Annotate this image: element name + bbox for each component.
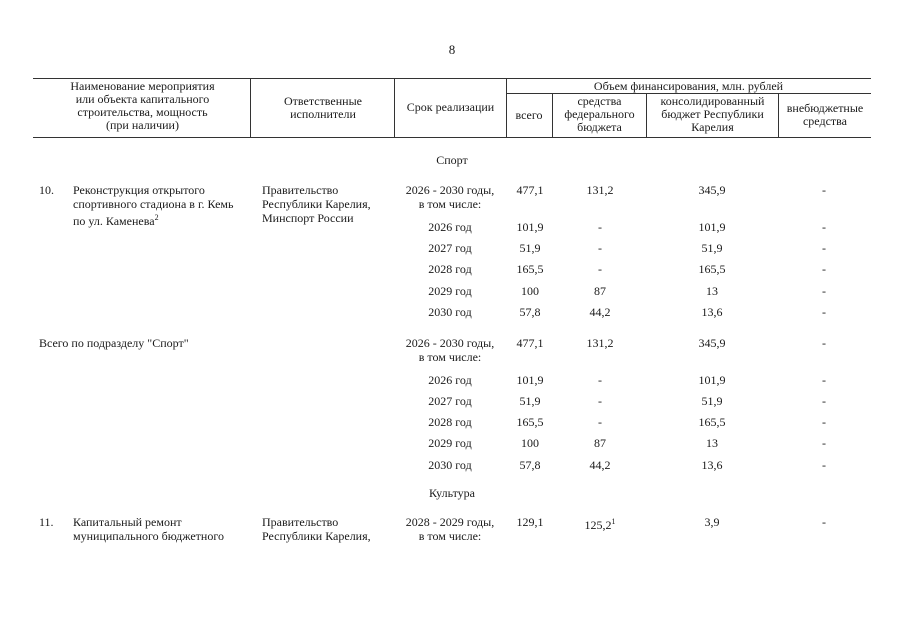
extra-cell: - [822,305,826,319]
period-line: 2029 год [428,436,472,450]
extra-cell: - [822,458,826,472]
total-cell: 165,5 [516,415,544,429]
total-cell: 100 [521,436,539,450]
consolidated-cell: 101,9 [698,373,726,387]
header-divider [250,78,251,137]
federal-cell: 87 [594,284,606,298]
consolidated-cell: 3,9 [704,515,720,529]
extra-cell: - [822,336,826,350]
page-number: 8 [448,42,456,57]
consolidated-cell: 345,9 [698,183,726,197]
consolidated-cell: 165,5 [698,415,726,429]
period-cell [406,336,494,364]
federal-cell: - [598,241,602,255]
header-col-federal [553,95,646,134]
header-col-consolidated [647,95,778,134]
period-line: 2027 год [428,394,472,408]
federal-cell: - [598,262,602,276]
item-name-line: Реконструкция открытого [73,183,205,197]
total-cell: 57,8 [519,305,541,319]
federal-cell: - [598,220,602,234]
item-executors [262,515,371,543]
header-line: строительства, мощность [77,105,208,119]
total-cell: 165,5 [516,262,544,276]
total-cell: 477,1 [516,183,544,197]
consolidated-cell: 345,9 [698,336,726,350]
item-executors [262,183,371,225]
header-line: Ответственные [284,94,362,108]
period-cell [428,436,471,450]
header-line: федерального [564,107,635,121]
header-line: средства [802,114,847,128]
period-line: 2028 год [428,415,472,429]
item-name [73,515,224,543]
executor-line: Правительство [262,515,339,529]
header-col-name [40,80,245,132]
period-line: в том числе: [418,197,482,211]
period-line: 2026 год [428,220,472,234]
extra-cell: - [822,436,826,450]
period-line: в том числе: [418,529,482,543]
federal-cell: 44,2 [589,458,611,472]
consolidated-cell: 13,6 [701,458,723,472]
total-cell: 129,1 [516,515,544,529]
federal-cell: - [598,415,602,429]
total-cell: 51,9 [519,241,541,255]
federal-cell: 44,2 [589,305,611,319]
executor-line: Правительство [262,183,339,197]
period-cell [428,284,471,298]
period-cell [428,220,471,234]
header-line: средства [577,94,622,108]
federal-cell: 87 [594,436,606,450]
extra-cell: - [822,220,826,234]
section-title-sport: Спорт [436,153,468,167]
period-line: 2030 год [428,305,472,319]
total-cell: 100 [521,284,539,298]
executor-line: Республики Карелия, [262,529,371,543]
period-line: 2026 год [428,373,472,387]
period-cell [406,183,494,211]
period-cell [428,373,471,387]
extra-cell: - [822,262,826,276]
header-col-exec [252,95,394,121]
federal-cell: 131,2 [586,183,614,197]
header-financing-title: Объем финансирования, млн. рублей [593,79,784,93]
extra-cell: - [822,183,826,197]
period-line: 2028 год [428,262,472,276]
item-number: 11. [39,515,54,529]
item-name-line: спортивного стадиона в г. Кемь [73,197,234,211]
period-line: 2028 - 2029 годы, [405,515,495,529]
header-bottom-rule [33,137,871,138]
section-title-culture: Культура [429,486,475,500]
footnote-ref: 1 [611,517,616,526]
item-name-text: по ул. Каменева [73,214,155,228]
header-col-period: Срок реализации [406,100,495,114]
item-number: 10. [39,183,54,197]
total-cell: 101,9 [516,220,544,234]
federal-value: 125,2 [584,518,612,532]
extra-cell: - [822,373,826,387]
header-line: бюджета [577,120,622,134]
period-cell [428,305,471,319]
header-line: внебюджетные [786,101,864,115]
footnote-ref: 2 [154,213,159,222]
extra-cell: - [822,284,826,298]
consolidated-cell: 13 [706,436,718,450]
period-line: 2027 год [428,241,472,255]
period-cell [428,458,471,472]
period-cell [428,262,471,276]
period-line: 2030 год [428,458,472,472]
item-name-line [73,211,233,228]
header-line: Карелия [691,120,734,134]
consolidated-cell: 165,5 [698,262,726,276]
executor-line: Республики Карелия, [262,197,371,211]
consolidated-cell: 51,9 [701,241,723,255]
header-col-extra [779,102,871,128]
extra-cell: - [822,241,826,255]
header-line: консолидированный [660,94,765,108]
consolidated-cell: 13 [706,284,718,298]
header-line: исполнители [290,107,356,121]
total-cell: 51,9 [519,394,541,408]
consolidated-cell: 51,9 [701,394,723,408]
period-cell [406,515,494,543]
extra-cell: - [822,394,826,408]
federal-cell: - [598,394,602,408]
federal-cell: - [598,373,602,387]
extra-cell: - [822,515,826,529]
period-line: 2026 - 2030 годы, [405,336,495,350]
federal-cell: 131,2 [586,336,614,350]
period-line: в том числе: [418,350,482,364]
total-cell: 57,8 [519,458,541,472]
item-name-line: Капитальный ремонт [73,515,182,529]
period-cell [428,394,471,408]
consolidated-cell: 13,6 [701,305,723,319]
total-cell: 101,9 [516,373,544,387]
extra-cell: - [822,415,826,429]
sport-total-label: Всего по подразделу "Спорт" [39,336,189,350]
item-name-line: муниципального бюджетного [73,529,224,543]
period-cell [428,415,471,429]
period-line: 2029 год [428,284,472,298]
period-cell [428,241,471,255]
item-name [73,183,233,228]
total-cell: 477,1 [516,336,544,350]
period-line: 2026 - 2030 годы, [405,183,495,197]
header-line: бюджет Республики [661,107,764,121]
header-line: или объекта капитального [75,92,210,106]
executor-line: Минспорт России [262,211,354,225]
header-col-total: всего [515,108,543,122]
header-line: Наименование мероприятия [70,79,215,93]
federal-cell [585,515,616,532]
consolidated-cell: 101,9 [698,220,726,234]
header-line: (при наличии) [106,118,179,132]
